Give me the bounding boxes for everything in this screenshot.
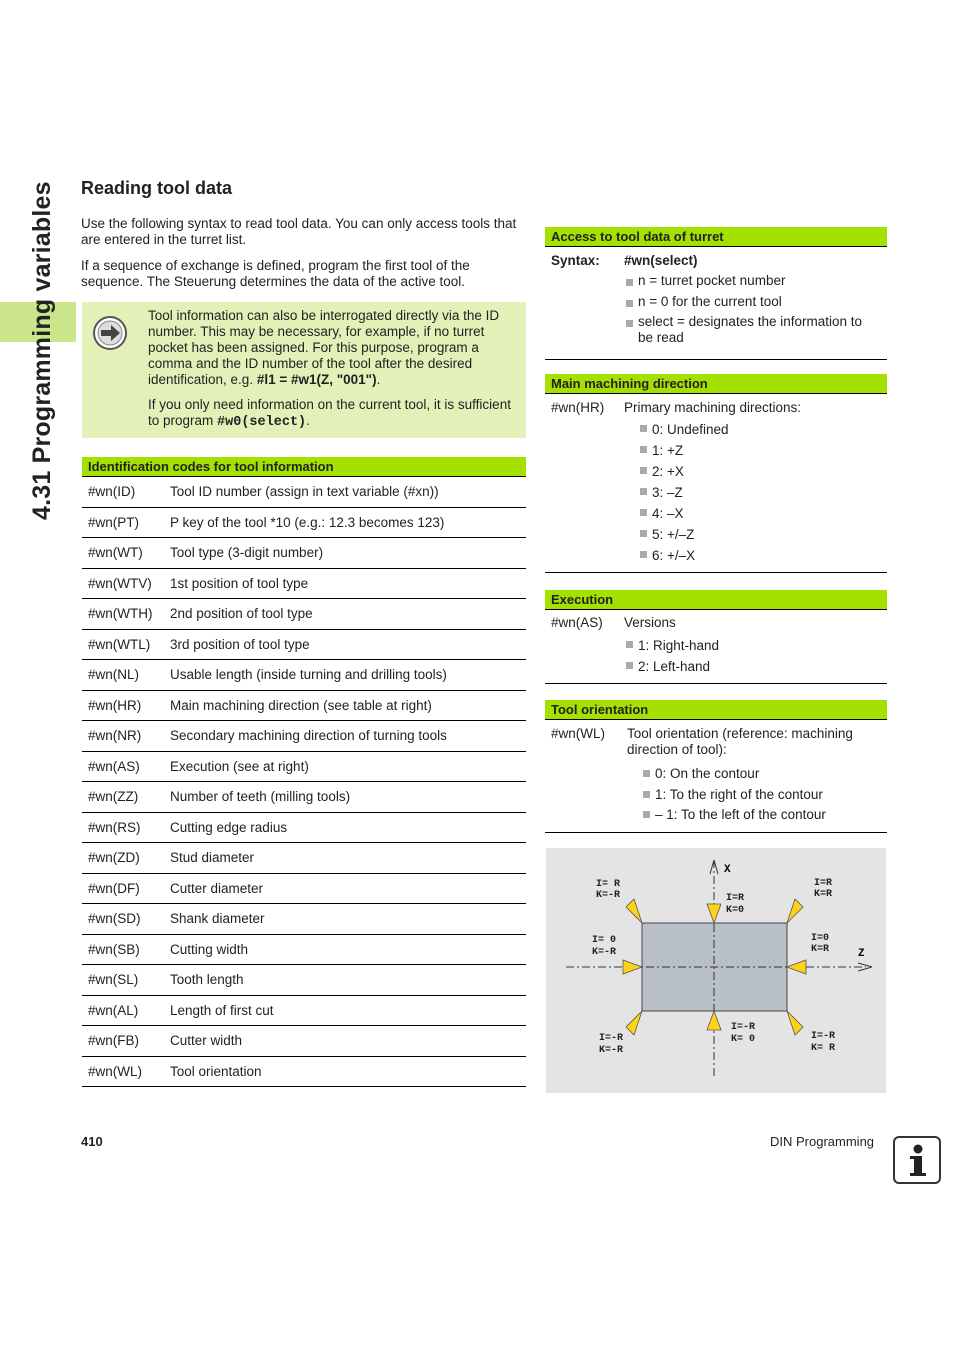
table-row: [82, 1026, 526, 1057]
bullet-item: 0: Undefined: [638, 419, 887, 440]
row-description: Tool ID number (assign in text variable (#xn)): [170, 484, 439, 500]
tool-marker-tr: [787, 899, 803, 923]
table-row: [82, 599, 526, 630]
row-description: Cutter width: [170, 1033, 243, 1049]
note-text-1-post: .: [376, 372, 381, 387]
direction-desc: Primary machining directions:: [624, 400, 802, 415]
table-row: [82, 843, 526, 874]
tool-marker-tc: [707, 904, 721, 923]
tool-orientation-table: [545, 700, 887, 833]
label-br-i: I=-R: [811, 1031, 836, 1042]
bullet-item: – 1: To the left of the contour: [641, 805, 887, 826]
label-ml-k: K=-R: [592, 947, 617, 958]
row-code: #wn(FB): [88, 1033, 140, 1049]
table-header: Identification codes for tool information: [82, 457, 526, 477]
row-code: #wn(WL): [88, 1063, 143, 1079]
label-bc-k: K= 0: [731, 1034, 756, 1045]
x-axis-label: X: [724, 864, 731, 876]
label-tr-i: I=R: [814, 878, 833, 889]
row-code: #wn(PT): [88, 514, 140, 530]
row-description: 2nd position of tool type: [170, 606, 313, 622]
row-code: #wn(NR): [88, 728, 142, 744]
direction-table-body: [545, 400, 887, 573]
tool-marker-tl: [626, 899, 642, 923]
tool-marker-br: [787, 1011, 803, 1035]
table-body: [82, 477, 526, 1087]
sequence-paragraph: If a sequence of exchange is defined, program the first tool of the sequence. The Steuerung determines the data of the active tool.: [81, 258, 470, 289]
row-description: Shank diameter: [170, 911, 265, 927]
syntax-label: Syntax:: [551, 253, 600, 268]
row-description: 1st position of tool type: [170, 575, 309, 591]
table-row: [82, 996, 526, 1027]
bullet-item: n = 0 for the current tool: [624, 294, 874, 310]
row-description: Secondary machining direction of turning tools: [170, 728, 447, 744]
table-row: [82, 904, 526, 935]
access-tool-data-table: [545, 227, 887, 360]
tool-marker-bc: [707, 1011, 721, 1030]
label-mr-i: I=0: [811, 933, 830, 944]
row-code: #wn(WT): [88, 545, 143, 561]
bullet-item: n = turret pocket number: [624, 273, 874, 289]
table-row: [82, 477, 526, 508]
row-description: Cutting width: [170, 941, 249, 957]
label-ml-i: I= 0: [592, 935, 617, 946]
row-code: #wn(NL): [88, 667, 140, 683]
table-header: Tool orientation: [545, 700, 887, 720]
row-description: Number of teeth (milling tools): [170, 789, 351, 805]
execution-table: [545, 590, 887, 684]
row-code: #wn(DF): [88, 880, 140, 896]
table-row: [82, 813, 526, 844]
tool-marker-ml: [623, 960, 642, 974]
label-bl-i: I=-R: [599, 1033, 624, 1044]
label-bc-i: I=-R: [731, 1022, 756, 1033]
table-header: Access to tool data of turret: [545, 227, 887, 247]
table-row: [82, 508, 526, 539]
row-description: Cutting edge radius: [170, 819, 288, 835]
row-code: #wn(AL): [88, 1002, 139, 1018]
table-row: [82, 691, 526, 722]
orientation-code: #wn(WL): [551, 726, 606, 741]
note-text-2-post: .: [306, 413, 310, 428]
label-mr-k: K=R: [811, 944, 830, 955]
arrow-right-icon: [92, 315, 128, 351]
main-machining-direction-table: [545, 374, 887, 573]
row-description: Usable length (inside turning and drilling tools): [170, 667, 447, 683]
row-description: P key of the tool *10 (e.g.: 12.3 becomes 123): [170, 514, 445, 530]
row-code: #wn(SL): [88, 972, 139, 988]
orientation-bullets: [641, 764, 887, 826]
row-code: #wn(AS): [88, 758, 140, 774]
row-code: #wn(ZZ): [88, 789, 139, 805]
label-tl-i: I= R: [596, 879, 621, 890]
direction-bullets: [638, 419, 887, 566]
table-header: Execution: [545, 590, 887, 610]
row-code: #wn(SB): [88, 941, 140, 957]
tool-marker-mr: [787, 960, 806, 974]
access-table-body: [545, 253, 887, 360]
row-code: #wn(ZD): [88, 850, 140, 866]
z-axis-label: Z: [858, 948, 865, 960]
row-description: Tool type (3-digit number): [170, 545, 324, 561]
footer-title: DIN Programming: [770, 1134, 875, 1149]
tool-marker-bl: [626, 1011, 642, 1035]
bullet-item: 0: On the contour: [641, 764, 887, 785]
row-code: #wn(SD): [88, 911, 141, 927]
bullet-item: select = designates the information to be read: [624, 314, 874, 346]
bullet-item: 1: +Z: [638, 440, 887, 461]
note-text-1: [148, 308, 518, 388]
table-row: [82, 965, 526, 996]
identification-codes-table: [82, 457, 526, 1087]
row-code: #wn(WTH): [88, 606, 153, 622]
execution-code: #wn(AS): [551, 615, 603, 630]
bullet-item: 3: –Z: [638, 482, 887, 503]
row-code: #wn(WTL): [88, 636, 151, 652]
row-description: Tooth length: [170, 972, 244, 988]
bullet-item: 6: +/–X: [638, 545, 887, 566]
orientation-desc: Tool orientation (reference: machining direction of tool):: [627, 726, 853, 757]
info-icon: [893, 1136, 941, 1184]
execution-table-body: [545, 615, 887, 684]
row-code: #wn(WTV): [88, 575, 152, 591]
row-description: Main machining direction (see table at right): [170, 697, 432, 713]
row-code: #wn(HR): [88, 697, 142, 713]
table-row: [82, 1057, 526, 1088]
label-br-k: K= R: [811, 1043, 836, 1054]
row-description: Tool orientation: [170, 1063, 262, 1079]
table-row: [82, 630, 526, 661]
orientation-table-body: [545, 726, 887, 833]
label-tc-i: I=R: [726, 893, 745, 904]
table-row: [82, 660, 526, 691]
table-header: Main machining direction: [545, 374, 887, 394]
note-text-2: [148, 397, 518, 431]
row-description: Cutter diameter: [170, 880, 264, 896]
row-description: Length of first cut: [170, 1002, 274, 1018]
row-code: #wn(ID): [88, 484, 136, 500]
note-code-1: #l1 = #w1(Z, "001"): [256, 372, 377, 387]
row-description: 3rd position of tool type: [170, 636, 310, 652]
tool-orientation-diagram: [546, 848, 886, 1093]
note-text-2-pre: If you only need information on the current tool, it is sufficient to program: [148, 397, 511, 428]
row-description: Stud diameter: [170, 850, 255, 866]
execution-desc: Versions: [624, 615, 676, 630]
syntax-bullets: [624, 273, 874, 346]
table-row: [82, 874, 526, 905]
label-tr-k: K=R: [814, 889, 833, 900]
label-bl-k: K=-R: [599, 1045, 624, 1056]
table-row: [82, 721, 526, 752]
bullet-item: 1: Right-hand: [624, 635, 887, 656]
table-row: [82, 935, 526, 966]
section-title: Reading tool data: [81, 178, 233, 198]
label-tl-k: K=-R: [596, 890, 621, 901]
intro-paragraph: Use the following syntax to read tool data. You can only access tools that are entered in the turret list.: [81, 216, 517, 247]
note-text-1-pre: Tool information can also be interrogated directly via the ID number. This may be necessary, for example, if no turret pocket has been assigned. For this purpose, program a comma and the ID number of the tool after the desired identification, e.g.: [148, 308, 500, 387]
syntax-value: #wn(select): [624, 253, 698, 268]
table-row: [82, 569, 526, 600]
bullet-item: 5: +/–Z: [638, 524, 887, 545]
bullet-item: 2: Left-hand: [624, 656, 887, 677]
note-code-2: #w0(select): [217, 415, 307, 430]
page-number: 410: [81, 1134, 103, 1149]
label-tc-k: K=0: [726, 905, 745, 916]
bullet-item: 2: +X: [638, 461, 887, 482]
direction-code: #wn(HR): [551, 400, 605, 415]
table-row: [82, 782, 526, 813]
table-row: [82, 752, 526, 783]
table-row: [82, 538, 526, 569]
bullet-item: 1: To the right of the contour: [641, 785, 887, 806]
bullet-item: 4: –X: [638, 503, 887, 524]
chapter-side-title: 4.31 Programming variables: [28, 181, 56, 520]
execution-bullets: [624, 635, 887, 677]
row-code: #wn(RS): [88, 819, 141, 835]
row-description: Execution (see at right): [170, 758, 309, 774]
